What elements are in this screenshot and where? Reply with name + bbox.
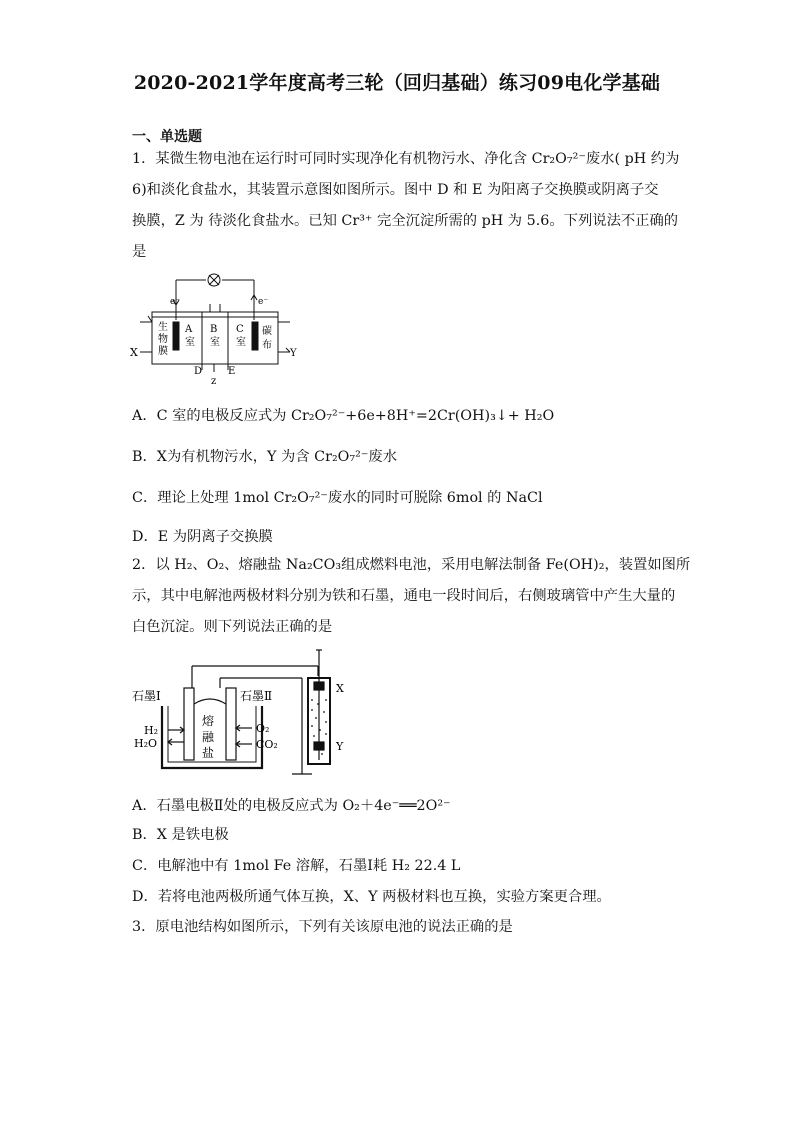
room-c-label-1: C	[236, 324, 244, 335]
room-b-label-1: B	[210, 324, 218, 335]
molten-salt-label-1: 熔	[202, 714, 215, 728]
bio-membrane-label-3: 膜	[158, 346, 168, 357]
q1-option-c: C．理论上处理 1mol Cr₂O₇²⁻废水的同时可脱除 6mol 的 NaCl	[132, 490, 543, 506]
q2-option-b: B．X 是铁电极	[132, 827, 229, 843]
question-1-text	[132, 144, 680, 268]
d-label: D	[194, 366, 203, 377]
h2o-label: H₂O	[134, 737, 158, 750]
h2-label: H₂	[144, 724, 159, 737]
graphite-2-label: 石墨Ⅱ	[240, 689, 273, 703]
e-label: E	[228, 366, 236, 377]
q1-line-3: 换膜，Z 为 待淡化食盐水。已知 Cr³⁺ 完全沉淀所需的 pH 为 5.6。下列说法不正确的	[132, 213, 679, 229]
section-heading: 一、单选题	[132, 129, 202, 145]
q2-line-1: 2．以 H₂、O₂、熔融盐 Na₂CO₃组成燃料电池，采用电解法制备 Fe(OH)₂，装置如图所	[132, 557, 691, 573]
e-right-label: e⁻	[258, 297, 269, 307]
room-a-label-1: A	[185, 324, 193, 335]
page-title: 2020-2021学年度高考三轮（回归基础）练习09电化学基础	[133, 72, 661, 94]
q1-line-1: 1．某微生物电池在运行时可同时实现净化有机物污水、净化含 Cr₂O₇²⁻废水( pH 约为	[132, 151, 680, 167]
carbon-cloth-label-1: 碳	[262, 326, 272, 337]
q1-option-a: A．C 室的电极反应式为 Cr₂O₇²⁻+6e+8H⁺=2Cr(OH)₃↓+ H₂O	[132, 408, 555, 424]
q1-line-4: 是	[132, 244, 147, 260]
q1-option-d: D．E 为阴离子交换膜	[132, 529, 273, 545]
x-label: X	[130, 346, 138, 359]
figure-microbial-cell	[130, 270, 310, 390]
figure-fuel-cell-electrolysis	[132, 648, 352, 778]
y-label: Y	[290, 348, 297, 359]
room-c-label-2: 室	[236, 337, 246, 348]
q1-option-b: B．X为有机物污水，Y 为含 Cr₂O₇²⁻废水	[132, 449, 398, 465]
o2-label: O₂	[256, 722, 270, 735]
bio-membrane-label-1: 生	[158, 322, 168, 333]
room-a-label-2: 室	[185, 337, 195, 348]
molten-salt-label-2: 融	[202, 730, 215, 744]
carbon-cloth-label-2: 布	[262, 340, 272, 351]
q2-line-3: 白色沉淀。则下列说法正确的是	[132, 619, 333, 635]
q2-line-2: 示，其中电解池两极材料分别为铁和石墨，通电一段时间后，右侧玻璃管中产生大量的	[132, 588, 676, 604]
question-3-text: 3．原电池结构如图所示，下列有关该原电池的说法正确的是	[132, 919, 513, 935]
molten-salt-label-3: 盐	[202, 746, 215, 760]
z-label: z	[211, 376, 217, 387]
q2-option-c: C．电解池中有 1mol Fe 溶解，石墨Ⅰ耗 H₂ 22.4 L	[132, 858, 461, 874]
x-electrode-label: X	[336, 682, 344, 695]
q1-line-2: 6)和淡化食盐水，其装置示意图如图所示。图中 D 和 E 为阳离子交换膜或阴离子交	[132, 182, 659, 198]
graphite-1-label: 石墨Ⅰ	[132, 689, 161, 703]
y-electrode-label: Y	[336, 740, 344, 753]
q2-option-d: D．若将电池两极所通气体互换，X、Y 两极材料也互换，实验方案更合理。	[132, 889, 611, 905]
q2-option-a: A．石墨电极Ⅱ处的电极反应式为 O₂＋4e⁻══2O²⁻	[132, 798, 451, 814]
bio-membrane-label-2: 物	[158, 334, 168, 345]
co2-label: CO₂	[256, 738, 278, 751]
question-2-text	[132, 550, 691, 643]
e-left-label: e⁻	[170, 297, 181, 307]
room-b-label-2: 室	[210, 337, 220, 348]
